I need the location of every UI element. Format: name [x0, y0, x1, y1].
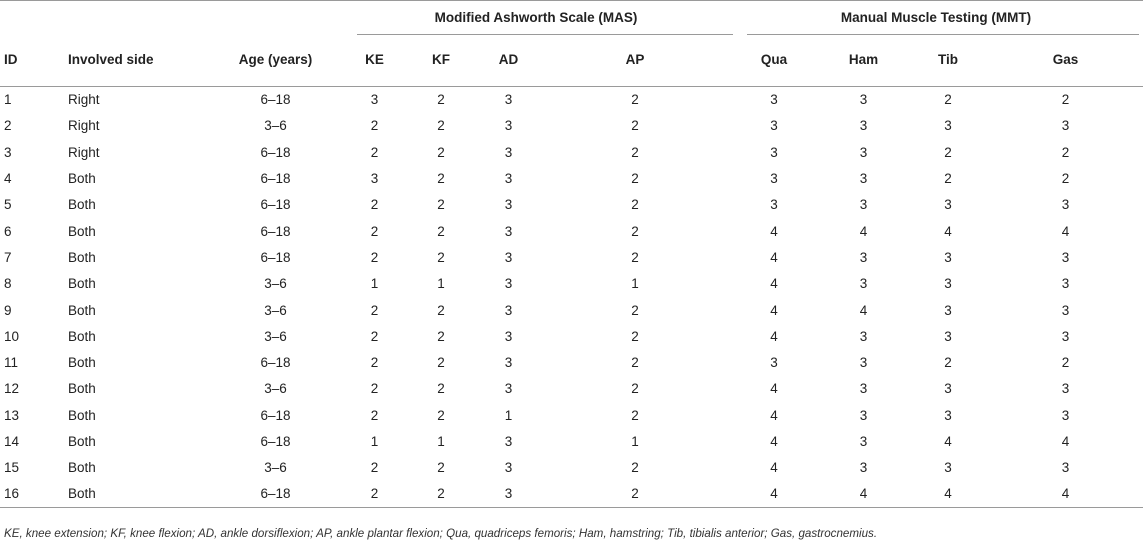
- cell-qua: 3: [770, 118, 778, 134]
- cell-ham: 3: [859, 171, 868, 187]
- cell-qua: 4: [770, 460, 778, 476]
- cell-tib: 3: [944, 328, 952, 344]
- col-header-ke: KE: [365, 52, 384, 68]
- table-row: [0, 376, 1143, 402]
- cell-qua: 3: [770, 171, 778, 187]
- cell-qua: 4: [770, 434, 778, 449]
- cell-ad: 3: [504, 302, 513, 318]
- cell-involved-side: Right: [68, 144, 100, 160]
- cell-ad: 3: [504, 171, 513, 187]
- cell-ham: 3: [859, 460, 868, 476]
- cell-ke: 2: [370, 486, 379, 502]
- cell-gas: 3: [1061, 460, 1070, 476]
- cell-kf: 2: [437, 118, 445, 134]
- cell-ap: 2: [631, 407, 639, 423]
- cell-involved-side: Both: [68, 223, 96, 239]
- table-row: [0, 455, 1143, 481]
- col-header-ad: AD: [498, 52, 519, 68]
- cell-ad: 3: [504, 92, 513, 108]
- cell-age: 3–6: [264, 118, 287, 134]
- cell-tib: 3: [944, 460, 952, 476]
- cell-id: 14: [4, 434, 20, 449]
- group-header-mmt: Manual Muscle Testing (MMT): [729, 1, 1143, 34]
- cell-qua: 3: [770, 197, 778, 213]
- cell-gas: 3: [1061, 118, 1070, 134]
- cell-ke: 3: [370, 92, 379, 108]
- cell-id: 5: [4, 197, 12, 213]
- cell-id: 15: [4, 460, 20, 476]
- cell-qua: 4: [770, 328, 778, 344]
- cell-tib: 4: [944, 434, 952, 449]
- cell-kf: 2: [437, 355, 445, 371]
- cell-gas: 3: [1061, 276, 1070, 292]
- cell-tib: 4: [944, 486, 952, 502]
- cell-gas: 3: [1061, 407, 1070, 423]
- cell-gas: 4: [1061, 223, 1070, 239]
- col-header-qua: Qua: [760, 52, 788, 68]
- cell-ham: 3: [859, 328, 868, 344]
- cell-involved-side: Both: [68, 302, 96, 318]
- cell-tib: 3: [944, 302, 952, 318]
- col-header-id: ID: [4, 52, 18, 68]
- cell-ap: 2: [631, 171, 639, 187]
- table-row: [0, 323, 1143, 349]
- cell-involved-side: Both: [68, 381, 96, 397]
- cell-id: 10: [4, 328, 20, 344]
- cell-ham: 3: [859, 92, 868, 108]
- cell-kf: 2: [437, 302, 445, 318]
- cell-qua: 3: [770, 144, 778, 160]
- cell-tib: 2: [944, 355, 952, 371]
- cell-involved-side: Both: [68, 407, 96, 423]
- cell-gas: 3: [1061, 197, 1070, 213]
- cell-tib: 2: [944, 144, 952, 160]
- cell-kf: 1: [437, 434, 445, 449]
- table-row: [0, 349, 1143, 375]
- table-row: [0, 218, 1143, 244]
- cell-ke: 2: [370, 460, 379, 476]
- cell-id: 16: [4, 486, 20, 502]
- cell-ham: 3: [859, 276, 868, 292]
- cell-gas: 3: [1061, 381, 1070, 397]
- cell-ap: 2: [631, 144, 639, 160]
- table-row: [0, 244, 1143, 270]
- cell-ad: 3: [504, 355, 513, 371]
- cell-gas: 3: [1061, 328, 1070, 344]
- cell-ad: 3: [504, 328, 513, 344]
- cell-ap: 2: [631, 92, 639, 108]
- group-header-mas: Modified Ashworth Scale (MAS): [343, 1, 729, 34]
- cell-involved-side: Both: [68, 460, 96, 476]
- cell-ke: 2: [370, 197, 379, 213]
- cell-ad: 3: [504, 381, 513, 397]
- cell-kf: 2: [437, 144, 445, 160]
- table-row: [0, 87, 1143, 113]
- table-row: [0, 192, 1143, 218]
- cell-id: 4: [4, 171, 12, 187]
- cell-ke: 2: [370, 407, 379, 423]
- cell-id: 11: [4, 355, 19, 371]
- cell-id: 13: [4, 407, 20, 423]
- group-header-row: [0, 1, 1143, 34]
- cell-tib: 2: [944, 92, 952, 108]
- cell-ad: 3: [504, 276, 513, 292]
- cell-tib: 3: [944, 276, 952, 292]
- cell-id: 2: [4, 118, 12, 134]
- cell-tib: 4: [944, 223, 952, 239]
- cell-ap: 2: [631, 460, 639, 476]
- group-rule-mmt: [747, 34, 1139, 35]
- cell-age: 3–6: [264, 381, 287, 397]
- cell-involved-side: Right: [68, 92, 100, 108]
- cell-ham: 4: [859, 302, 868, 318]
- cell-age: 6–18: [260, 407, 291, 423]
- cell-involved-side: Right: [68, 118, 100, 134]
- cell-kf: 2: [437, 486, 445, 502]
- table-row: [0, 481, 1143, 507]
- cell-ke: 1: [370, 434, 379, 449]
- cell-kf: 2: [437, 92, 445, 108]
- cell-involved-side: Both: [68, 434, 96, 449]
- cell-ap: 1: [631, 276, 639, 292]
- cell-ap: 2: [631, 328, 639, 344]
- cell-ham: 3: [859, 434, 868, 449]
- cell-involved-side: Both: [68, 486, 96, 502]
- cell-id: 7: [4, 249, 12, 265]
- cell-involved-side: Both: [68, 197, 96, 213]
- cell-ham: 3: [859, 249, 868, 265]
- cell-qua: 4: [770, 276, 778, 292]
- table-row: [0, 402, 1143, 428]
- cell-gas: 3: [1061, 302, 1070, 318]
- cell-kf: 2: [437, 460, 445, 476]
- group-rule-mas: [357, 34, 733, 35]
- cell-gas: 2: [1061, 171, 1070, 187]
- cell-ad: 1: [504, 407, 513, 423]
- table-row: [0, 139, 1143, 165]
- cell-kf: 2: [437, 223, 445, 239]
- cell-ap: 2: [631, 223, 639, 239]
- cell-age: 3–6: [264, 460, 287, 476]
- cell-age: 3–6: [264, 276, 287, 292]
- cell-ap: 2: [631, 118, 639, 134]
- cell-ham: 3: [859, 381, 868, 397]
- cell-ke: 2: [370, 381, 379, 397]
- cell-ad: 3: [504, 144, 513, 160]
- cell-ad: 3: [504, 197, 513, 213]
- col-header-ap: AP: [625, 52, 645, 68]
- cell-ham: 4: [859, 486, 868, 502]
- cell-ad: 3: [504, 460, 513, 476]
- column-header-row: [0, 34, 1143, 87]
- cell-kf: 2: [437, 249, 445, 265]
- col-header-kf: KF: [432, 52, 450, 68]
- cell-age: 6–18: [260, 223, 291, 239]
- cell-age: 3–6: [264, 328, 287, 344]
- cell-qua: 4: [770, 407, 778, 423]
- cell-id: 3: [4, 144, 12, 160]
- cell-id: 12: [4, 381, 20, 397]
- col-header-involved-side: Involved side: [68, 52, 154, 68]
- cell-qua: 4: [770, 486, 778, 502]
- cell-qua: 4: [770, 381, 778, 397]
- cell-ad: 3: [504, 434, 513, 449]
- cell-ap: 2: [631, 486, 639, 502]
- cell-kf: 2: [437, 171, 445, 187]
- cell-tib: 3: [944, 407, 952, 423]
- table-row: [0, 297, 1143, 323]
- cell-age: 6–18: [260, 486, 291, 502]
- cell-ap: 2: [631, 381, 639, 397]
- cell-ad: 3: [504, 486, 513, 502]
- cell-ke: 2: [370, 144, 379, 160]
- col-header-gas: Gas: [1052, 52, 1079, 68]
- cell-tib: 3: [944, 197, 952, 213]
- cell-age: 6–18: [260, 171, 291, 187]
- cell-ke: 2: [370, 249, 379, 265]
- table-row: [0, 113, 1143, 139]
- cell-age: 3–6: [264, 302, 287, 318]
- cell-gas: 3: [1061, 249, 1070, 265]
- cell-gas: 4: [1061, 486, 1070, 502]
- cell-ke: 2: [370, 118, 379, 134]
- cell-ap: 2: [631, 197, 639, 213]
- cell-gas: 2: [1061, 92, 1070, 108]
- cell-ke: 1: [370, 276, 379, 292]
- cell-age: 6–18: [260, 197, 291, 213]
- cell-ap: 2: [631, 302, 639, 318]
- cell-gas: 2: [1061, 144, 1070, 160]
- table-body: [0, 87, 1143, 508]
- cell-qua: 4: [770, 249, 778, 265]
- col-header-ham: Ham: [848, 52, 879, 68]
- cell-ke: 2: [370, 355, 379, 371]
- cell-involved-side: Both: [68, 276, 96, 292]
- cell-ham: 3: [859, 355, 868, 371]
- cell-ad: 3: [504, 223, 513, 239]
- cell-kf: 1: [437, 276, 445, 292]
- cell-ham: 3: [859, 407, 868, 423]
- cell-kf: 2: [437, 407, 445, 423]
- cell-qua: 4: [770, 223, 778, 239]
- cell-ap: 1: [631, 434, 639, 449]
- cell-id: 1: [4, 92, 12, 108]
- cell-qua: 3: [770, 92, 778, 108]
- table-row: [0, 271, 1143, 297]
- cell-tib: 3: [944, 118, 952, 134]
- cell-ad: 3: [504, 249, 513, 265]
- cell-gas: 2: [1061, 355, 1070, 371]
- cell-tib: 3: [944, 381, 952, 397]
- cell-age: 6–18: [260, 434, 291, 449]
- cell-kf: 2: [437, 381, 445, 397]
- cell-involved-side: Both: [68, 355, 96, 371]
- table-row: [0, 428, 1143, 454]
- cell-age: 6–18: [260, 92, 291, 108]
- cell-ap: 2: [631, 249, 639, 265]
- cell-kf: 2: [437, 328, 445, 344]
- cell-ham: 3: [859, 197, 868, 213]
- cell-gas: 4: [1061, 434, 1070, 449]
- cell-ke: 2: [370, 223, 379, 239]
- cell-involved-side: Both: [68, 171, 96, 187]
- cell-ham: 4: [859, 223, 868, 239]
- cell-qua: 3: [770, 355, 778, 371]
- cell-id: 6: [4, 223, 12, 239]
- cell-ham: 3: [859, 118, 868, 134]
- table-footnote: KE, knee extension; KF, knee flexion; AD, ankle dorsiflexion; AP, ankle plantar flexion; Qua, quadriceps femoris; Ham, hamstring; Tib, tibialis anterior; Gas, gastrocnemius.: [4, 527, 878, 540]
- cell-ham: 3: [859, 144, 868, 160]
- cell-kf: 2: [437, 197, 445, 213]
- cell-ke: 2: [370, 328, 379, 344]
- cell-age: 6–18: [260, 249, 291, 265]
- cell-id: 9: [4, 302, 12, 318]
- cell-age: 6–18: [260, 355, 291, 371]
- col-header-age: Age (years): [238, 52, 313, 68]
- cell-ke: 3: [370, 171, 379, 187]
- cell-age: 6–18: [260, 144, 291, 160]
- cell-tib: 3: [944, 249, 952, 265]
- table-row: [0, 165, 1143, 191]
- cell-involved-side: Both: [68, 328, 96, 344]
- cell-involved-side: Both: [68, 249, 96, 265]
- empty-group-cell: [0, 1, 343, 34]
- cell-ad: 3: [504, 118, 513, 134]
- cell-ap: 2: [631, 355, 639, 371]
- col-header-tib: Tib: [938, 52, 959, 68]
- cell-ke: 2: [370, 302, 379, 318]
- cell-id: 8: [4, 276, 12, 292]
- cell-qua: 4: [770, 302, 778, 318]
- cell-tib: 2: [944, 171, 952, 187]
